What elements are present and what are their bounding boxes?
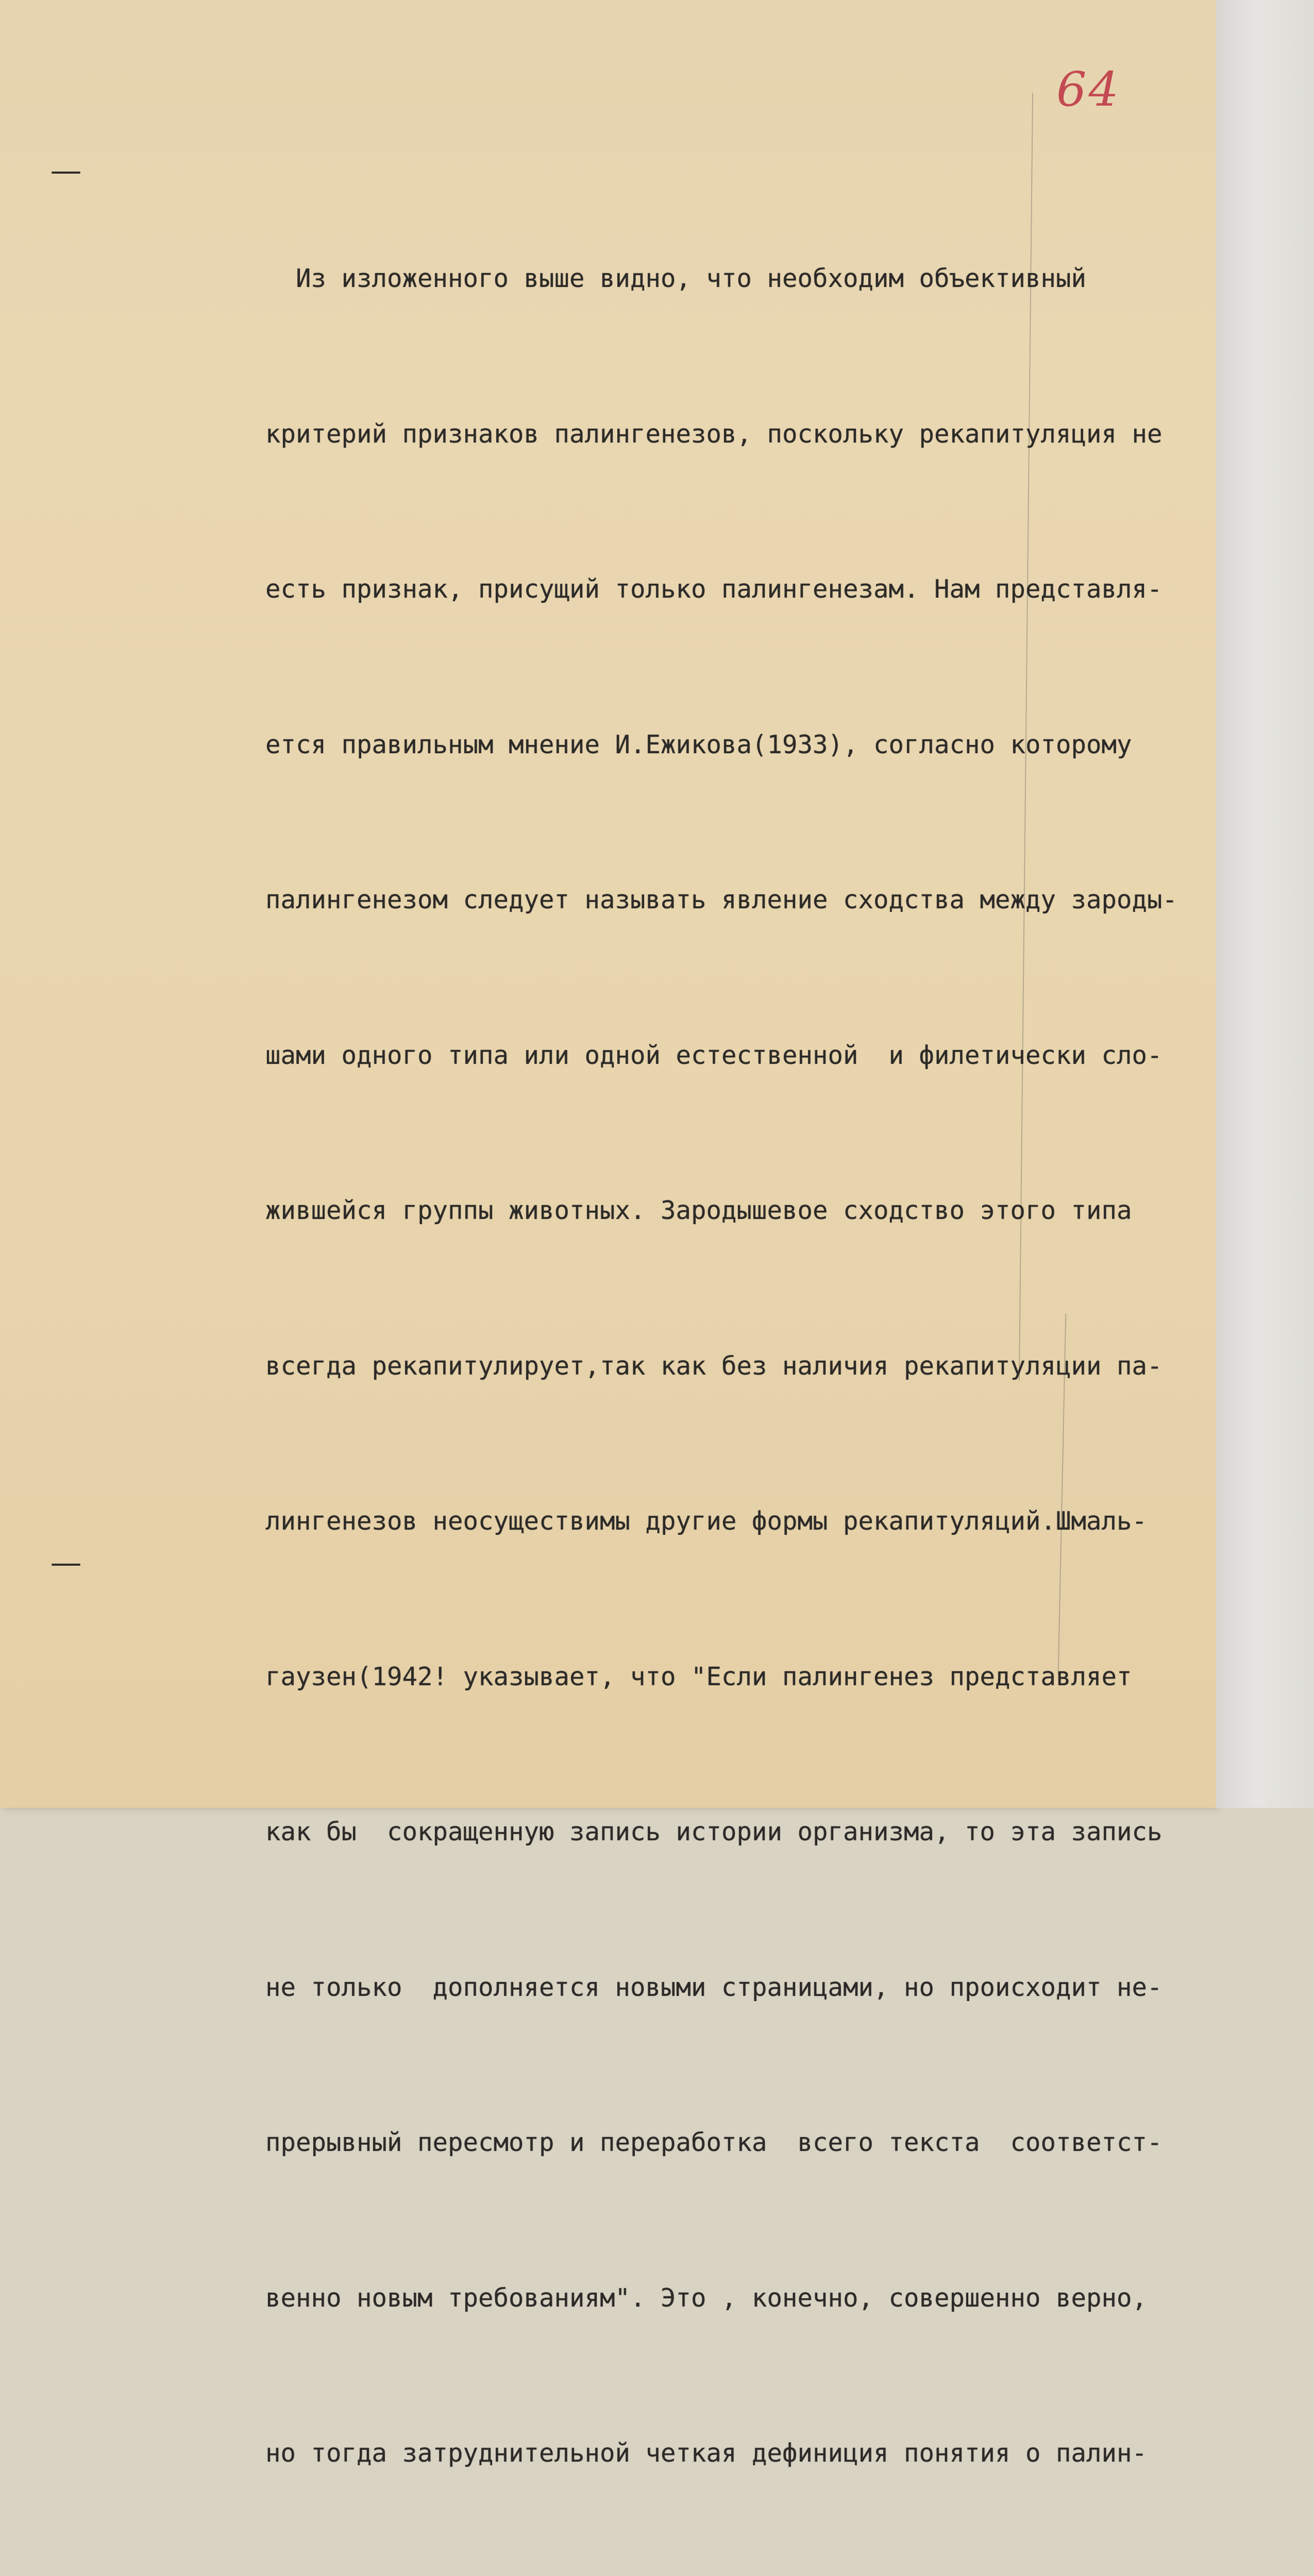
text-line: всегда рекапитулирует,так как без наличия рекапитуляции па- bbox=[265, 1351, 1163, 1381]
text-line: палингенезом следует называть явление сходства между зароды- bbox=[265, 885, 1178, 914]
text-line: лингенезов неосуществимы другие формы рекапитуляций.Шмаль- bbox=[265, 1506, 1148, 1536]
text-line: есть признак, присущий только палингенезам. Нам представля- bbox=[265, 574, 1163, 604]
margin-dash bbox=[52, 172, 80, 174]
typed-text-body bbox=[265, 149, 1216, 2576]
text-line: шами одного типа или одной естественной и филетически сло- bbox=[265, 1040, 1163, 1070]
text-line: гаузен(1942! указывает, что "Если палингенез представляет bbox=[265, 1662, 1132, 1691]
text-line: но тогда затруднительной четкая дефиниция понятия о палин- bbox=[265, 2438, 1148, 2468]
text-line: как бы сокращенную запись истории организма, то эта запись bbox=[265, 1817, 1163, 1846]
text-line: венно новым требованиям". Это , конечно, совершенно верно, bbox=[265, 2283, 1148, 2313]
scanner-background bbox=[1216, 0, 1314, 1808]
text-line: прерывный пересмотр и переработка всего текста соответст- bbox=[265, 2128, 1163, 2157]
margin-dash bbox=[52, 1564, 80, 1566]
text-line: Из изложенного выше видно, что необходим объективный bbox=[265, 264, 1087, 293]
text-line: критерий признаков палингенезов, поскольку рекапитуляция не bbox=[265, 419, 1163, 449]
text-line: не только дополняется новыми страницами, но происходит не- bbox=[265, 1972, 1163, 2002]
text-line: ется правильным мнение И.Ежикова(1933), согласно которому bbox=[265, 730, 1132, 759]
text-line: жившейся группы животных. Зародышевое сходство этого типа bbox=[265, 1196, 1132, 1225]
page-number: 64 bbox=[1056, 62, 1121, 117]
